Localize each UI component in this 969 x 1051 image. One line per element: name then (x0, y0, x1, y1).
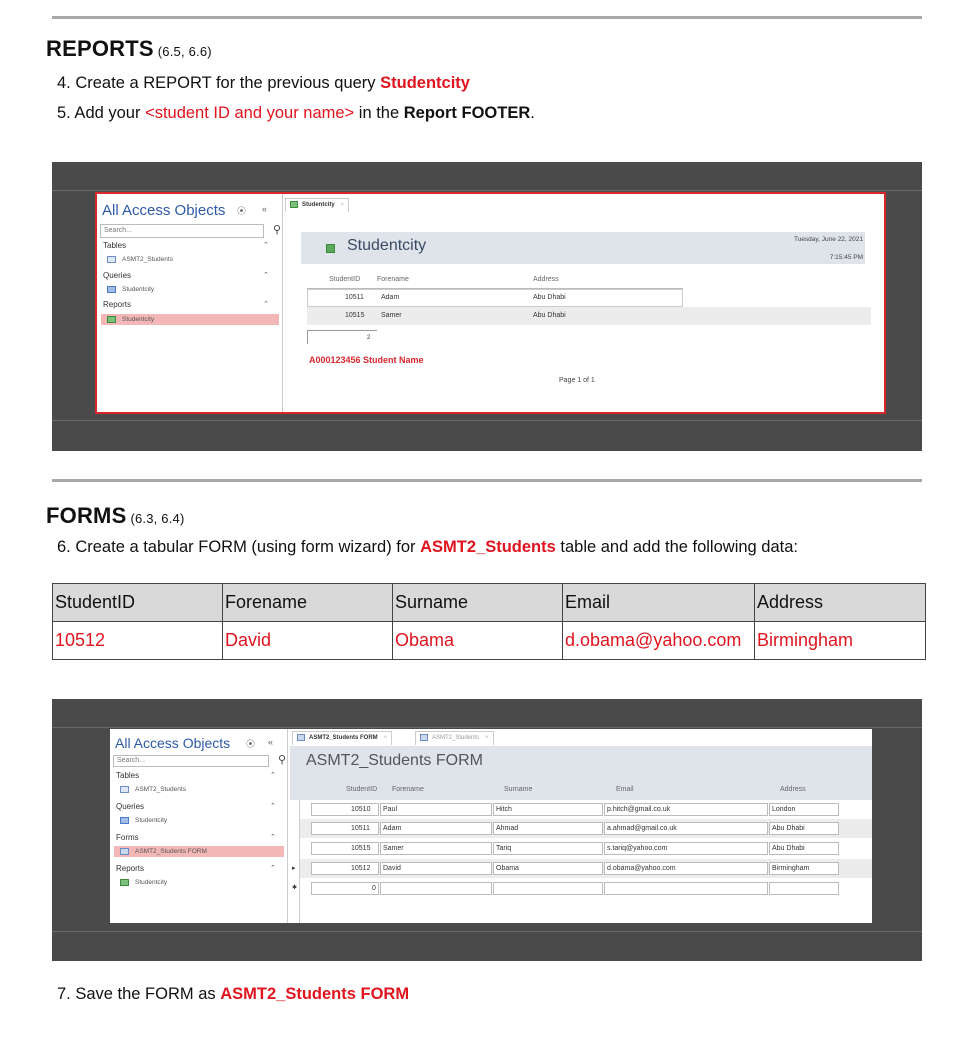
nav-item-report[interactable] (120, 879, 167, 886)
header-address: Address (755, 584, 926, 622)
step-5-bold: Report FOOTER (403, 104, 531, 122)
nav-item-label: Studentcity (135, 817, 168, 825)
reports-heading-text: REPORTS (46, 36, 154, 61)
navigation-pane (110, 729, 288, 923)
report-window (95, 192, 886, 414)
close-icon[interactable]: × (485, 735, 489, 742)
search-icon[interactable]: ⚲ (277, 754, 286, 766)
table-icon (420, 734, 428, 741)
cell-address[interactable]: London (772, 806, 796, 813)
step-5-highlight: <student ID and your name> (145, 104, 355, 122)
close-icon[interactable]: × (340, 202, 345, 209)
query-icon (107, 286, 116, 293)
step-6-table-name: ASMT2_Students (420, 538, 556, 556)
cell-email[interactable]: a.ahmad@gmail.co.uk (607, 825, 677, 832)
forms-section-ref: (6.3, 6.4) (130, 511, 185, 526)
report-screenshot (52, 162, 922, 451)
data-table (52, 583, 926, 660)
report-date: Tuesday, June 22, 2021 (793, 236, 863, 243)
header-studentid: StudentID (53, 584, 223, 622)
data-table-row (53, 622, 926, 660)
row-address: Abu Dhabi (533, 294, 566, 301)
value-forename: David (223, 622, 393, 660)
step-7-form-name: ASMT2_Students FORM (220, 985, 410, 1003)
nav-collapse-icon[interactable]: « (268, 737, 274, 747)
cell-studentid[interactable]: 10510 (351, 806, 371, 813)
nav-search-input[interactable] (100, 224, 281, 238)
cell-forename[interactable]: Samer (383, 845, 404, 852)
nav-collapse-icon[interactable]: « (262, 204, 268, 214)
row-studentid: 10511 (345, 294, 364, 301)
cell-surname[interactable]: Tariq (496, 845, 512, 852)
cell-email[interactable]: s.tariq@yahoo.com (607, 845, 668, 852)
step-7-prefix: 7. Save the FORM as (57, 985, 221, 1003)
report-icon (107, 316, 116, 323)
nav-title: All Access Objects (115, 735, 231, 751)
nav-item-label: Studentcity (122, 316, 155, 324)
nav-group-tables[interactable]: Tables (103, 241, 127, 250)
nav-search-placeholder: Search... (117, 757, 146, 764)
form-window (110, 729, 872, 923)
step-5-suffix: . (530, 104, 535, 122)
forms-heading-text: FORMS (46, 503, 127, 528)
col-header-forename: Forename (392, 786, 424, 793)
table-icon (107, 256, 116, 263)
report-icon (290, 201, 298, 208)
step-6-suffix: table and add the following data: (555, 538, 798, 556)
nav-group-reports[interactable]: Reports (116, 864, 145, 873)
nav-title: All Access Objects (102, 202, 226, 219)
col-header-forename: Forename (377, 276, 409, 283)
step-5-middle: in the (354, 104, 404, 122)
record-selector (290, 800, 300, 923)
chevron-up-icon[interactable]: ⌃ (263, 272, 269, 279)
cell-email[interactable]: p.hitch@gmail.co.uk (607, 806, 671, 813)
nav-item-query[interactable] (107, 286, 154, 293)
cell-studentid[interactable]: 10512 (351, 865, 371, 872)
nav-group-reports[interactable]: Reports (103, 300, 132, 309)
query-icon (120, 817, 129, 824)
nav-menu-icon[interactable]: ⦿ (237, 206, 247, 216)
report-header (301, 232, 865, 264)
step-6-prefix: 6. Create a tabular FORM (using form wizard) for (57, 538, 421, 556)
report-icon (120, 879, 129, 886)
row-address: Abu Dhabi (533, 312, 566, 319)
tab-label: Studentcity (302, 202, 335, 209)
nav-item-label: ASMT2_Students FORM (135, 848, 207, 856)
cell-studentid[interactable]: 10515 (351, 845, 371, 852)
value-surname: Obama (393, 622, 563, 660)
header-email: Email (563, 584, 755, 622)
new-record-icon: ✱ (292, 885, 298, 891)
step-6 (57, 538, 798, 557)
nav-search-input[interactable] (113, 754, 286, 767)
tab-report[interactable] (285, 198, 349, 212)
chevron-up-icon[interactable]: ⌃ (270, 865, 276, 872)
chevron-up-icon[interactable]: ⌃ (263, 242, 269, 249)
report-icon (326, 244, 335, 253)
tab-label: ASMT2_Students FORM (309, 735, 378, 742)
page-number: Page 1 of 1 (559, 377, 595, 384)
header-surname: Surname (393, 584, 563, 622)
cell-address[interactable]: Birmingham (772, 865, 810, 872)
header-forename: Forename (223, 584, 393, 622)
nav-menu-icon[interactable]: ⦿ (246, 739, 256, 749)
report-footer-text: A000123456 Student Name (309, 355, 424, 365)
form-header (290, 746, 872, 800)
nav-item-label: Studentcity (122, 286, 155, 294)
cell-forename[interactable]: Paul (383, 806, 398, 813)
col-header-address: Address (533, 276, 559, 283)
cell-surname[interactable]: Obama (496, 865, 519, 872)
col-header-surname: Surname (504, 786, 533, 793)
top-divider (52, 16, 922, 19)
close-icon[interactable]: × (383, 735, 388, 742)
nav-item-table[interactable] (107, 256, 173, 263)
step-4-text: 4. Create a REPORT for the previous query (57, 74, 381, 92)
data-table-header-row (53, 584, 926, 622)
nav-item-report[interactable] (101, 314, 279, 325)
nav-group-queries[interactable]: Queries (116, 802, 145, 811)
cell-email[interactable]: d.obama@yahoo.com (607, 865, 676, 872)
form-icon (297, 734, 305, 741)
nav-group-queries[interactable]: Queries (103, 271, 132, 280)
reports-section-ref: (6.5, 6.6) (157, 44, 212, 59)
table-icon (120, 786, 129, 793)
cell-address[interactable]: Abu Dhabi (772, 845, 805, 852)
col-header-address: Address (780, 786, 806, 793)
tab-table[interactable] (415, 731, 494, 745)
nav-group-tables[interactable]: Tables (116, 771, 140, 780)
cell-studentid[interactable]: 10511 (351, 825, 370, 832)
navigation-pane (97, 194, 283, 412)
cell-address[interactable]: Abu Dhabi (772, 825, 805, 832)
chevron-up-icon[interactable]: ⌃ (270, 834, 276, 841)
nav-group-forms[interactable]: Forms (116, 833, 139, 842)
report-time: 7:15:45 PM (829, 254, 863, 261)
cell-forename[interactable]: David (383, 865, 401, 872)
record-count: 2 (367, 335, 371, 341)
step-5 (57, 104, 535, 123)
form-title: ASMT2_Students FORM (306, 752, 483, 769)
nav-item-table[interactable] (120, 786, 186, 793)
cell-new-studentid[interactable]: 0 (372, 885, 376, 892)
mid-divider (52, 479, 922, 482)
nav-search-placeholder: Search... (104, 227, 133, 234)
row-forename: Adam (381, 294, 400, 301)
col-header-studentid: StudentID (346, 786, 378, 793)
cell-forename[interactable]: Adam (383, 825, 402, 832)
form-icon (120, 848, 129, 855)
chevron-up-icon[interactable]: ⌃ (263, 301, 269, 308)
value-address: Birmingham (755, 622, 926, 660)
col-header-studentid: StudentID (329, 276, 361, 283)
step-7 (57, 985, 409, 1004)
tab-form[interactable] (292, 731, 392, 745)
step-4-query-name: Studentcity (380, 74, 470, 92)
chevron-up-icon[interactable]: ⌃ (270, 803, 276, 810)
form-screenshot (52, 699, 922, 961)
nav-item-label: ASMT2_Students (135, 786, 186, 794)
value-studentid: 10512 (53, 622, 223, 660)
step-5-prefix: 5. Add your (57, 104, 146, 122)
report-title: Studentcity (347, 237, 427, 254)
current-record-icon: ▸ (292, 865, 296, 872)
search-icon[interactable]: ⚲ (272, 224, 281, 236)
nav-item-query[interactable] (120, 817, 167, 824)
value-email: d.obama@yahoo.com (563, 622, 755, 660)
cell-surname[interactable]: Ahmad (496, 825, 519, 832)
tab-label: ASMT2_Students (432, 735, 480, 742)
step-4 (57, 74, 470, 93)
row-studentid: 10515 (345, 312, 365, 319)
forms-heading (46, 503, 184, 529)
nav-item-form[interactable] (114, 846, 284, 857)
nav-item-label: Studentcity (135, 879, 168, 887)
reports-heading (46, 36, 212, 62)
chevron-up-icon[interactable]: ⌃ (270, 772, 276, 779)
cell-surname[interactable]: Hitch (496, 806, 512, 813)
col-header-email: Email (616, 786, 634, 793)
row-forename: Samer (381, 312, 402, 319)
nav-item-label: ASMT2_Students (122, 256, 173, 264)
